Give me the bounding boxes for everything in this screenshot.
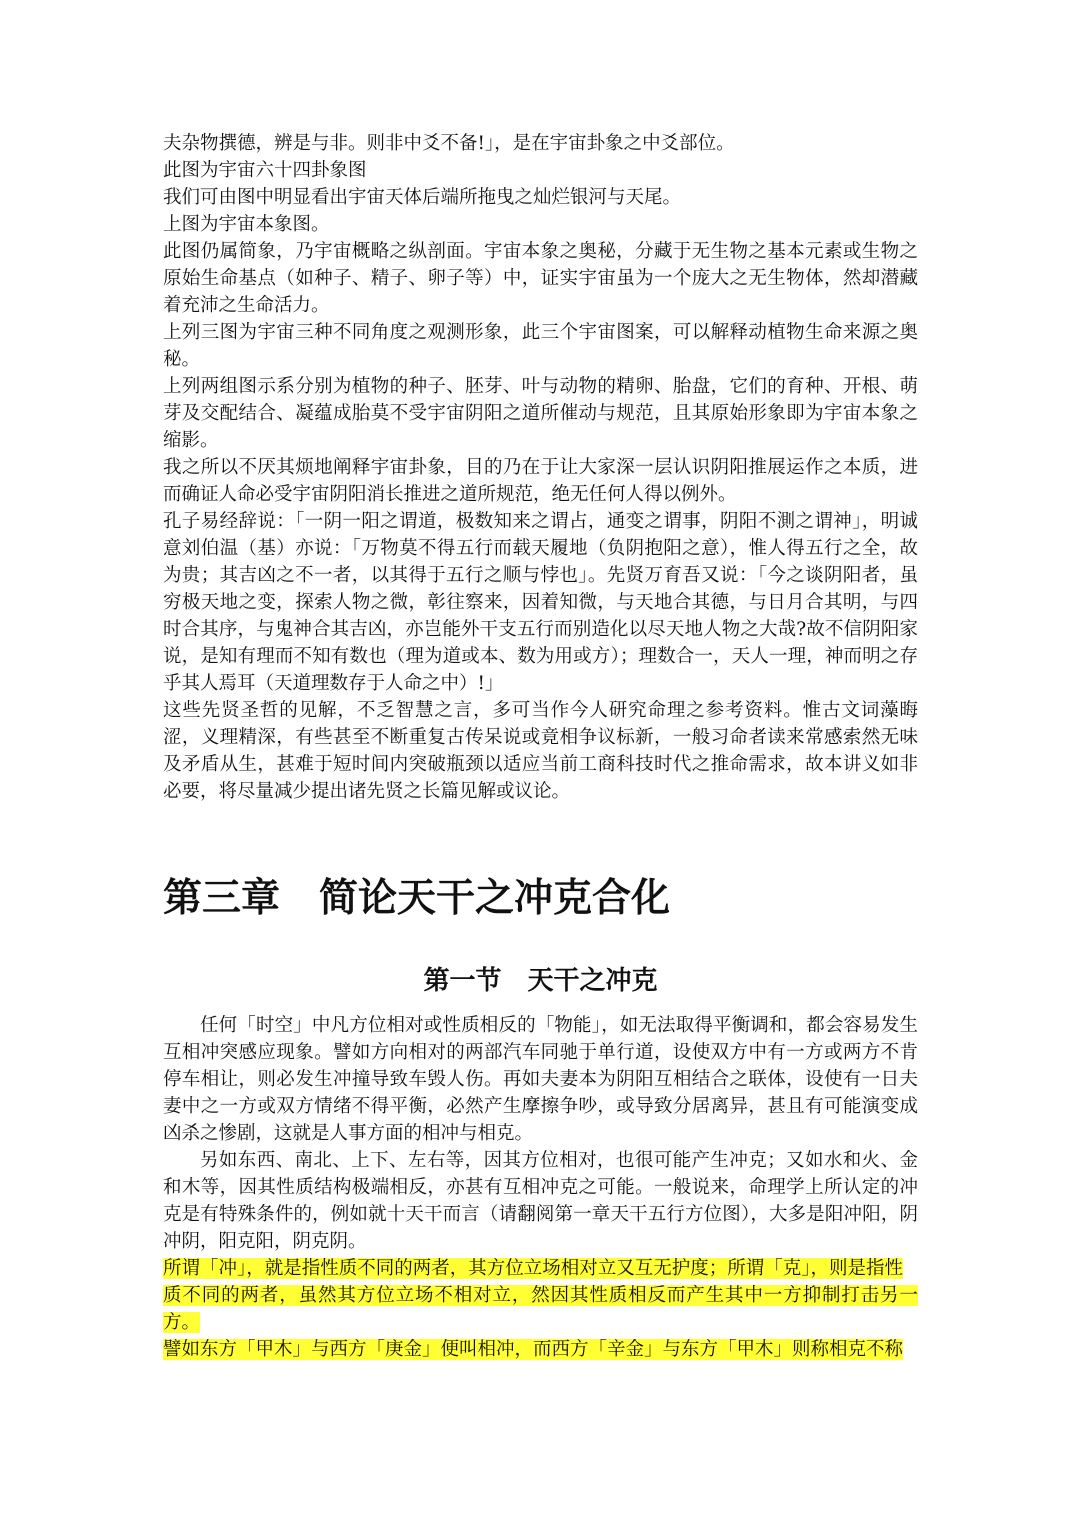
intro-section [163,130,918,805]
body-paragraph-1: 任何「时空」中凡方位相对或性质相反的「物能」，如无法取得平衡调和，都会容易发生互相冲突感应现象。譬如方向相对的两部汽车同驰于单行道，设使双方中有一方或两方不肯停车相让，则必发生冲撞导致车毁人伤。再如夫妻本为阴阳互相结合之联体，设使有一日夫妻中之一方或双方情绪不得平衡，必然产生摩擦争吵，或导致分居离异，甚且有可能演变成凶杀之惨剧，这就是人事方面的相冲与相克。 [163,1015,918,1144]
section-title: 第一节 天干之冲克 [423,966,658,996]
chapter-spacer [163,805,918,876]
highlighted-text-2: 质不同的两者，虽然其方位立场不相对立，然因其性质相反而产生其中一方抑制打击另一方。 [163,1285,918,1333]
highlighted-line-3 [163,1336,918,1363]
highlighted-line-2 [163,1282,918,1336]
section-spacer [163,922,918,964]
intro-paragraph-10: 这些先贤圣哲的见解，不乏智慧之言，多可当作今人研究命理之参考资料。惟古文词藻晦涩，义理精深，有些甚至不断重复古传呆说或竟相争议标新，一般习命者读来常感索然无味及矛盾从生，甚难于短时间内突破瓶颈以适应当前工商科技时代之推命需求，故本讲义如非必要，将尽量减少提出诸先贤之长篇见解或议论。 [163,700,918,802]
body-section [163,1012,918,1363]
intro-paragraph-7: 上列两组图示系分别为植物的种子、胚芽、叶与动物的精卵、胎盘，它们的育种、开根、萌芽及交配结合、凝蕴成胎莫不受宇宙阴阳之道所催动与规范，且其原始形象即为宇宙本象之缩影。 [163,376,918,451]
highlighted-paragraph [163,1255,918,1363]
intro-paragraph-8: 我之所以不厌其烦地阐释宇宙卦象，目的乃在于让大家深一层认识阴阳推展运作之本质，进而确证人命必受宇宙阴阳消长推进之道所规范，绝无任何人得以例外。 [163,457,918,505]
intro-paragraph-3: 我们可由图中明显看出宇宙天体后端所拖曳之灿烂银河与天尾。 [163,187,682,208]
body-spacer [163,998,918,1012]
highlighted-line-1 [163,1255,918,1282]
intro-paragraph-9: 孔子易经辞说：「一阴一阳之谓道，极数知来之谓占，通变之谓事，阴阳不測之谓神」，明诚意刘伯温（基）亦说：「万物莫不得五行而载天履地（负阴抱阳之意），惟人得五行之全，故为贵；其吉凶之不一者，以其得于五行之顺与悖也」。先贤万育吾又说：「今之谈阴阳者，虽穷极天地之变，探索人物之微，彰往察来，因着知微，与天地合其德，与日月合其明，与四时合其序，与鬼神合其吉凶，亦岂能外干支五行而别造化以尽天地人物之大哉?故不信阴阳家说，是知有理而不知有数也（理为道或本、数为用或方）；理数合一，天人一理，神而明之存乎其人焉耳（天道理数存于人命之中）!」 [163,511,918,694]
intro-paragraph-6: 上列三图为宇宙三种不同角度之观测形象，此三个宇宙图案，可以解释动植物生命来源之奥秘。 [163,322,918,370]
document-page [163,130,918,1363]
highlighted-text-3: 譬如东方「甲木」与西方「庚金」便叫相冲，而西方「辛金」与东方「甲木」则称相克不称 [163,1339,904,1360]
highlighted-text-1: 所谓「冲」，就是指性质不同的两者，其方位立场相对立又互无护度；所谓「克」，则是指性 [163,1258,904,1279]
intro-paragraph-2: 此图为宇宙六十四卦象图 [163,160,367,181]
chapter-title: 第三章 简论天干之冲克合化 [163,876,671,921]
body-paragraph-2: 另如东西、南北、上下、左右等，因其方位相对，也很可能产生冲克；又如水和火、金和木等，因其性质结构极端相反，亦甚有互相冲克之可能。一般说来，命理学上所认定的冲克是有特殊条件的，例如就十天干而言（请翻阅第一章天干五行方位图），大多是阳冲阳，阴冲阴，阳克阳，阴克阴。 [163,1150,918,1252]
intro-paragraph-4: 上图为宇宙本象图。 [163,214,330,235]
intro-paragraph-5: 此图仍属简象，乃宇宙概略之纵剖面。宇宙本象之奥秘，分藏于无生物之基本元素或生物之原始生命基点（如种子、精子、卵子等）中，证实宇宙虽为一个庞大之无生物体，然却潜藏着充沛之生命活力。 [163,241,918,316]
intro-paragraph-1: 夫杂物撰德，辨是与非。则非中爻不备!」，是在宇宙卦象之中爻部位。 [163,133,735,154]
